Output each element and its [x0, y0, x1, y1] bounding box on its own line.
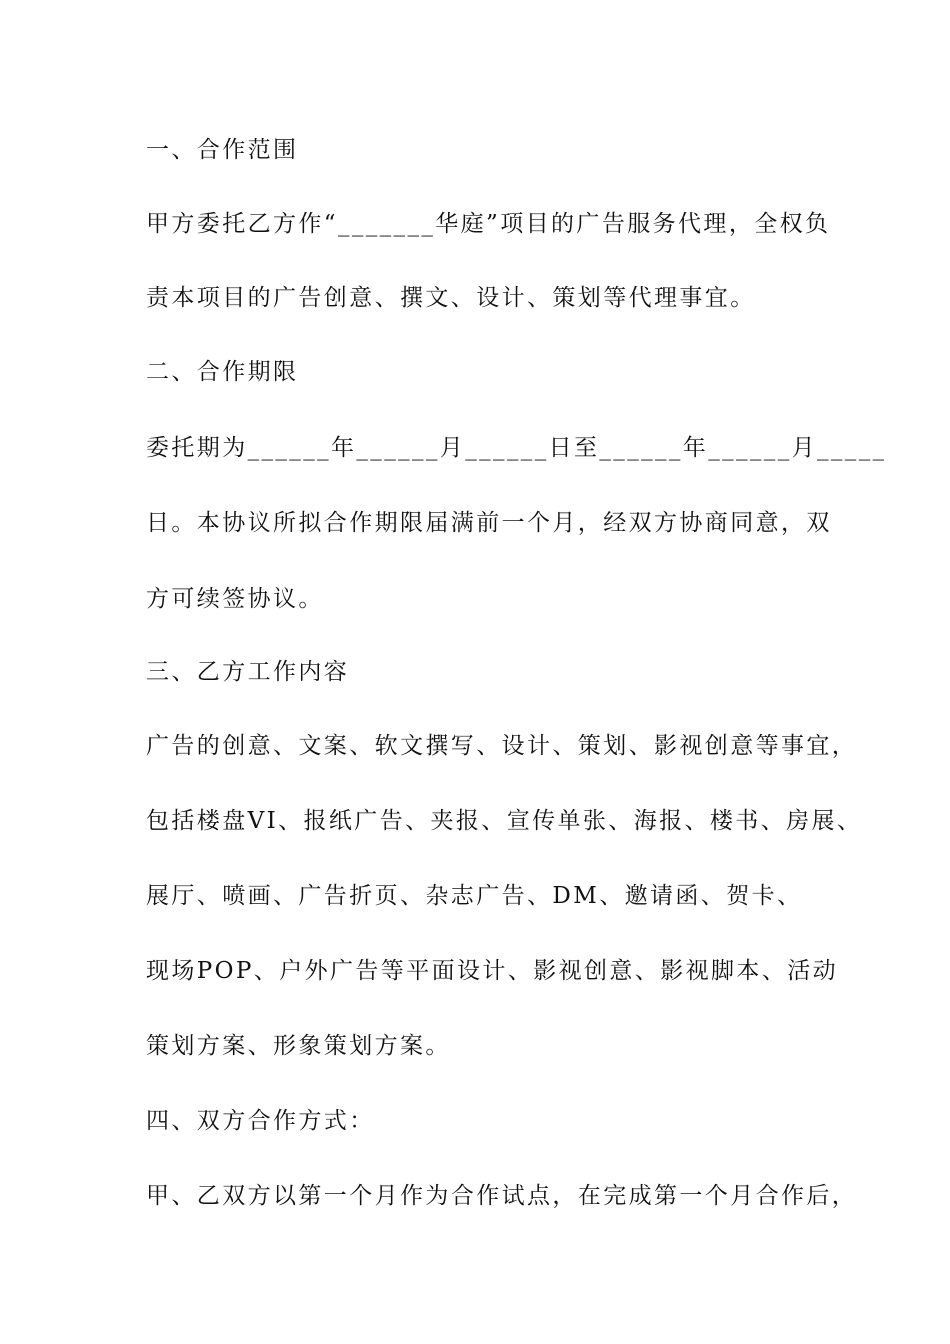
paragraph-line: 日。本协议所拟合作期限届满前一个月，经双方协商同意，双: [146, 510, 832, 536]
section-heading-term: 二、合作期限: [146, 359, 299, 385]
paragraph-line: 包括楼盘VI、报纸广告、夹报、宣传单张、海报、楼书、房展、: [146, 808, 863, 834]
section-heading-scope: 一、合作范围: [146, 137, 299, 163]
paragraph-line: 广告的创意、文案、软文撰写、设计、策划、影视创意等事宜，: [146, 733, 858, 759]
section-heading-cooperation-method: 四、双方合作方式：: [146, 1108, 375, 1134]
paragraph-line: 方可续签协议。: [146, 586, 324, 612]
paragraph-line: 责本项目的广告创意、撰文、设计、策划等代理事宜。: [146, 285, 756, 311]
paragraph-line: 现场POP、户外广告等平面设计、影视创意、影视脚本、活动: [146, 958, 839, 984]
paragraph-line: 委托期为______年______月______日至______年______月_____: [146, 435, 887, 461]
paragraph-line: 甲、乙双方以第一个月作为合作试点，在完成第一个月合作后，: [146, 1183, 858, 1209]
section-heading-work-content: 三、乙方工作内容: [146, 659, 350, 685]
paragraph-line: 甲方委托乙方作“_______华庭”项目的广告服务代理，全权负: [146, 211, 831, 237]
paragraph-line: 策划方案、形象策划方案。: [146, 1033, 451, 1059]
paragraph-line: 展厅、喷画、广告折页、杂志广告、DM、邀请函、贺卡、: [146, 883, 803, 909]
